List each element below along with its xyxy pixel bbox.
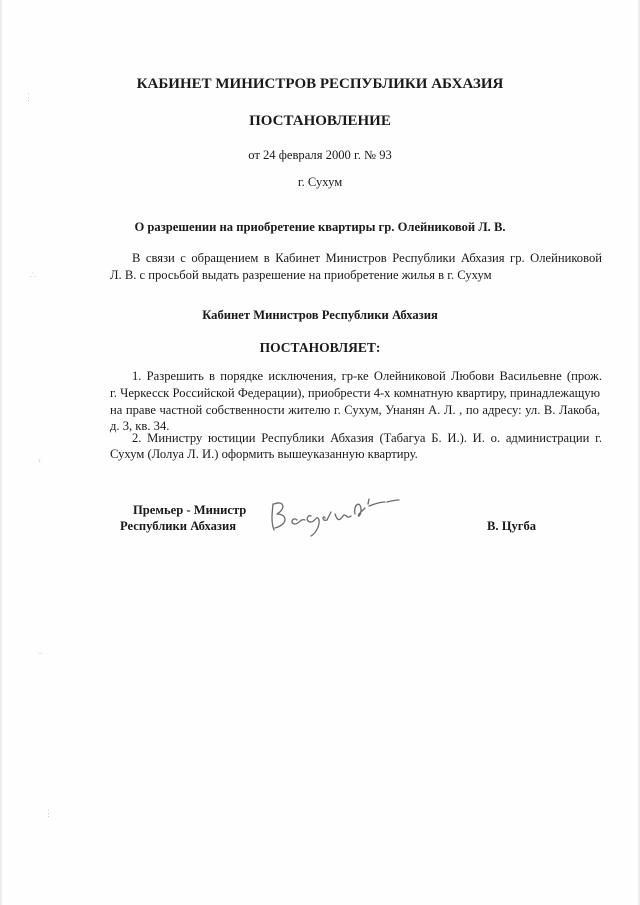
document-date-number: от 24 февраля 2000 г. № 93: [248, 148, 392, 162]
document-city: г. Сухум: [297, 175, 343, 189]
margin-mark: −: [38, 648, 44, 658]
signatory-title-line: Премьер - Министр: [133, 503, 247, 517]
document-type: ПОСТАНОВЛЕНИЕ: [249, 113, 391, 129]
clause-line: 2. Министру юстиции Республики Абхазия (Табагуа Б. И.). И. о. администрации г.: [132, 431, 602, 445]
clause-line: д. 3, кв. 34.: [110, 419, 170, 433]
margin-mark: ⋮: [24, 92, 33, 102]
clause-line: на праве частной собственности жителю г. Сухум, Унанян А. Л. , по адресу: ул. В. Лакоба,: [110, 403, 600, 417]
margin-mark: ⋮: [44, 808, 53, 818]
preamble-line: Л. В. с просьбой выдать разрешение на приобретение жилья в г. Сухум: [110, 268, 492, 282]
preamble-line: В связи с обращением в Кабинет Министров Республики Абхазия гр. Олейниковой: [132, 251, 602, 265]
margin-mark: ∴: [30, 270, 36, 280]
signatory-name: В. Цугба: [487, 519, 537, 533]
organization-title: КАБИНЕТ МИНИСТРОВ РЕСПУБЛИКИ АБХАЗИЯ: [136, 76, 504, 92]
scan-edge-left: [0, 0, 2, 905]
handwritten-signature: [265, 490, 410, 540]
signatory-title-line: Республики Абхазия: [120, 519, 237, 533]
margin-mark: ‹: [38, 455, 41, 465]
body-heading: Кабинет Министров Республики Абхазия: [202, 308, 438, 322]
clause-line: 1. Разрешить в порядке исключения, гр-ке Олейниковой Любови Васильевне (прож.: [132, 369, 602, 383]
resolves-heading: ПОСТАНОВЛЯЕТ:: [259, 340, 381, 355]
document-subject: О разрешении на приобретение квартиры гр. Олейниковой Л. В.: [134, 220, 506, 234]
clause-line: Сухум (Лолуа Л. И.) оформить вышеуказанную квартиру.: [110, 447, 418, 461]
clause-line: г. Черкесск Российской Федерации), приобрести 4-х комнатную квартиру, принадлежащую: [110, 386, 600, 400]
